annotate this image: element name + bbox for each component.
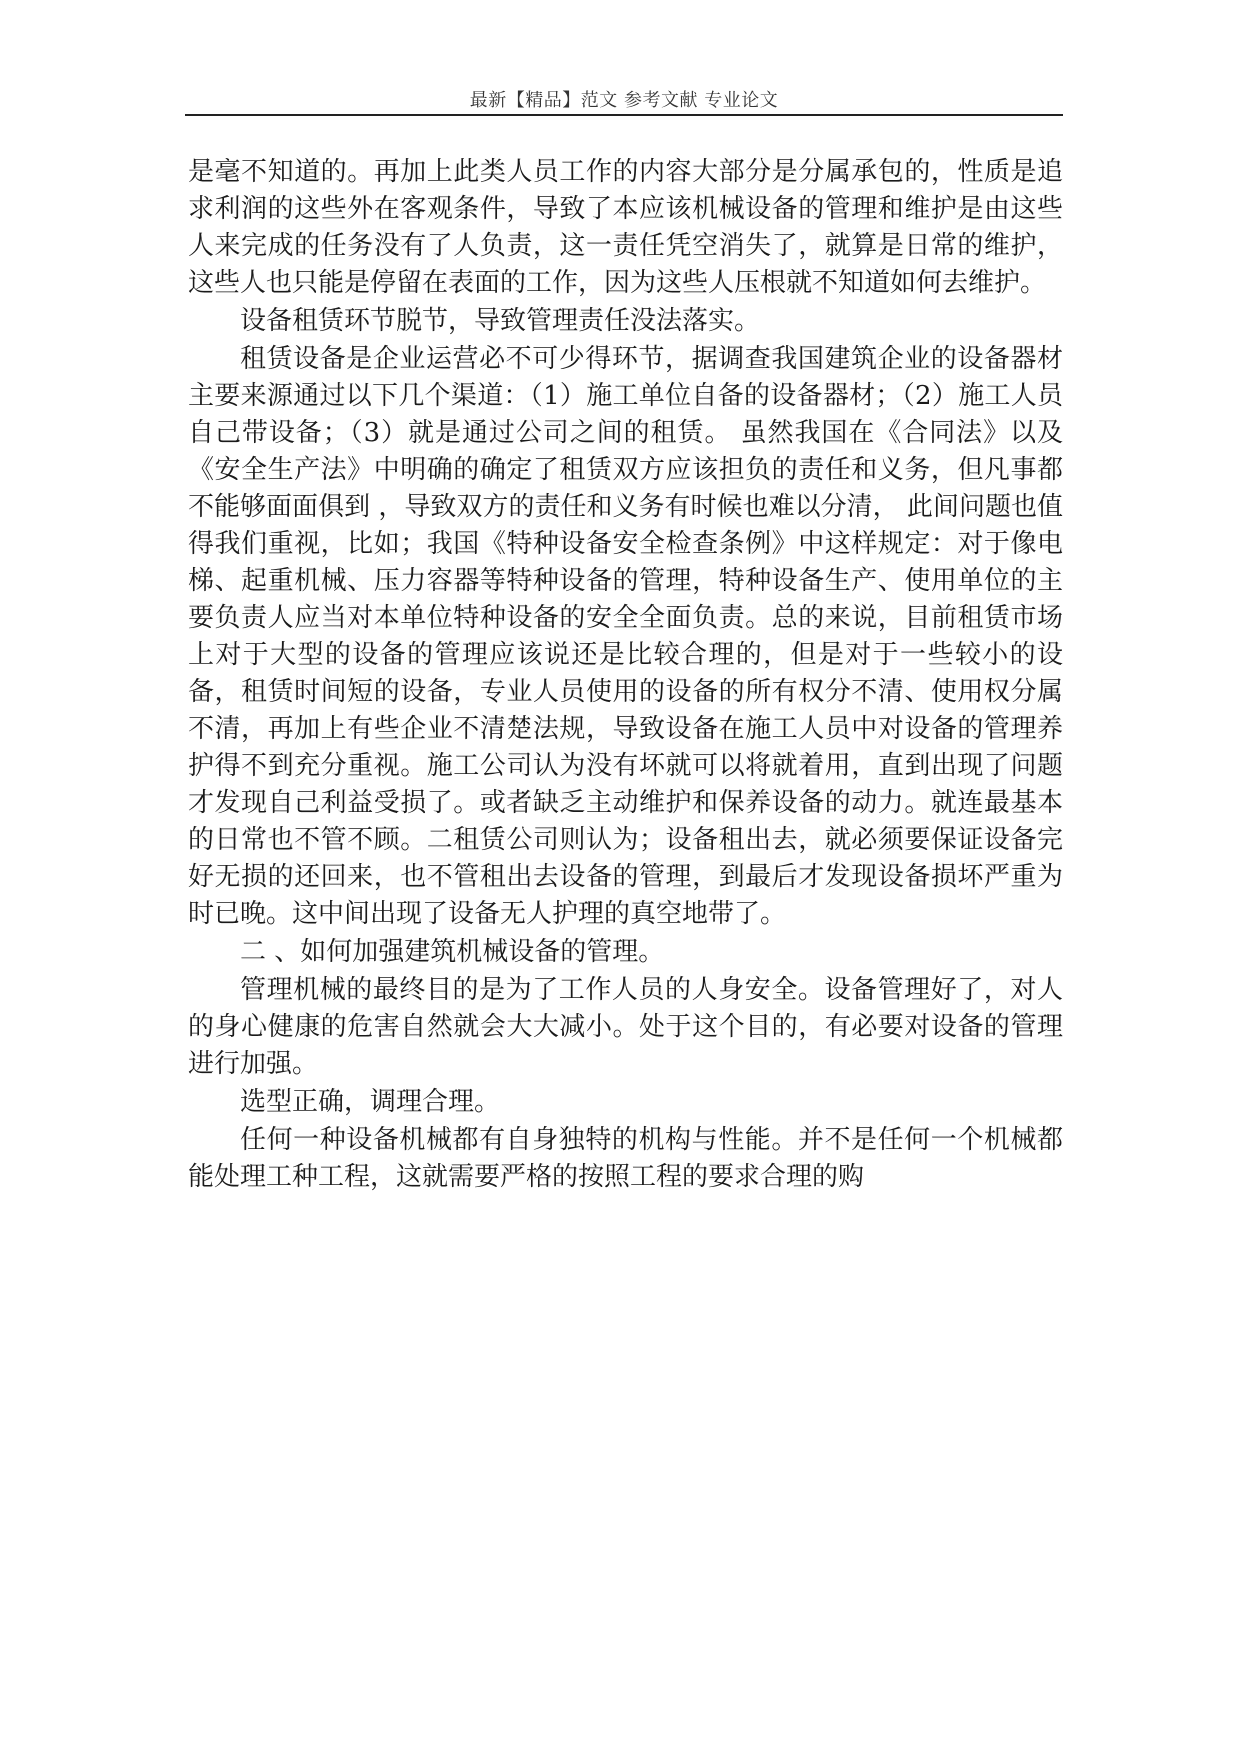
paragraph-1: 是毫不知道的。再加上此类人员工作的内容大部分是分属承包的，性质是追求利润的这些外在客观条件，导致了本应该机械设备的管理和维护是由这些人来完成的任务没有了人负责，这一责任凭空消失了，就算是日常的维护，这些人也只能是停留在表面的工作，因为这些人压根就不知道如何去维护。	[188, 157, 1063, 298]
header-divider	[185, 114, 1063, 116]
section-heading: 二 、如何加强建筑机械设备的管理。	[240, 937, 665, 967]
subsection-heading: 选型正确，调理合理。	[240, 1087, 501, 1117]
page-header: 最新【精品】范文 参考文献 专业论文	[469, 90, 779, 111]
document-body	[188, 154, 1063, 1197]
paragraph-5: 管理机械的最终目的是为了工作人员的人身安全。设备管理好了，对人的身心健康的危害自然就会大大减小。处于这个目的，有必要对设备的管理进行加强。	[188, 975, 1063, 1079]
paragraph-7: 任何一种设备机械都有自身独特的机构与性能。并不是任何一个机械都能处理工种工程，这就需要严格的按照工程的要求合理的购	[188, 1125, 1063, 1192]
paragraph-3: 租赁设备是企业运营必不可少得环节，据调查我国建筑企业的设备器材主要来源通过以下几个渠道：（1）施工单位自备的设备器材；（2）施工人员自己带设备；（3）就是通过公司之间的租赁。 虽然我国在《合同法》以及《安全生产法》中明确的确定了租赁双方应该担负的责任和义务，但凡事都不能够面面俱到 ，导致双方的责任和义务有时候也难以分清， 此间问题也值得我们重视，比如；我国《特种设备安全检查条例》中这样规定：对于像电梯、起重机械、压力容器等特种设备的管理，特种设备生产、使用单位的主要负责人应当对本单位特种设备的安全全面负责。总的来说，目前租赁市场上对于大型的设备的管理应该说还是比较合理的，但是对于一些较小的设备，租赁时间短的设备，专业人员使用的设备的所有权分不清、使用权分属不清，再加上有些企业不清楚法规，导致设备在施工人员中对设备的管理养护得不到充分重视。施工公司认为没有坏就可以将就着用，直到出现了问题才发现自己利益受损了。或者缺乏主动维护和保养设备的动力。就连最基本的日常也不管不顾。二租赁公司则认为；设备租出去，就必须要保证设备完好无损的还回来，也不管租出去设备的管理，到最后才发现设备损坏严重为时已晚。这中间出现了设备无人护理的真空地带了。	[188, 344, 1063, 929]
paragraph-2: 设备租赁环节脱节，导致管理责任没法落实。	[240, 306, 761, 336]
